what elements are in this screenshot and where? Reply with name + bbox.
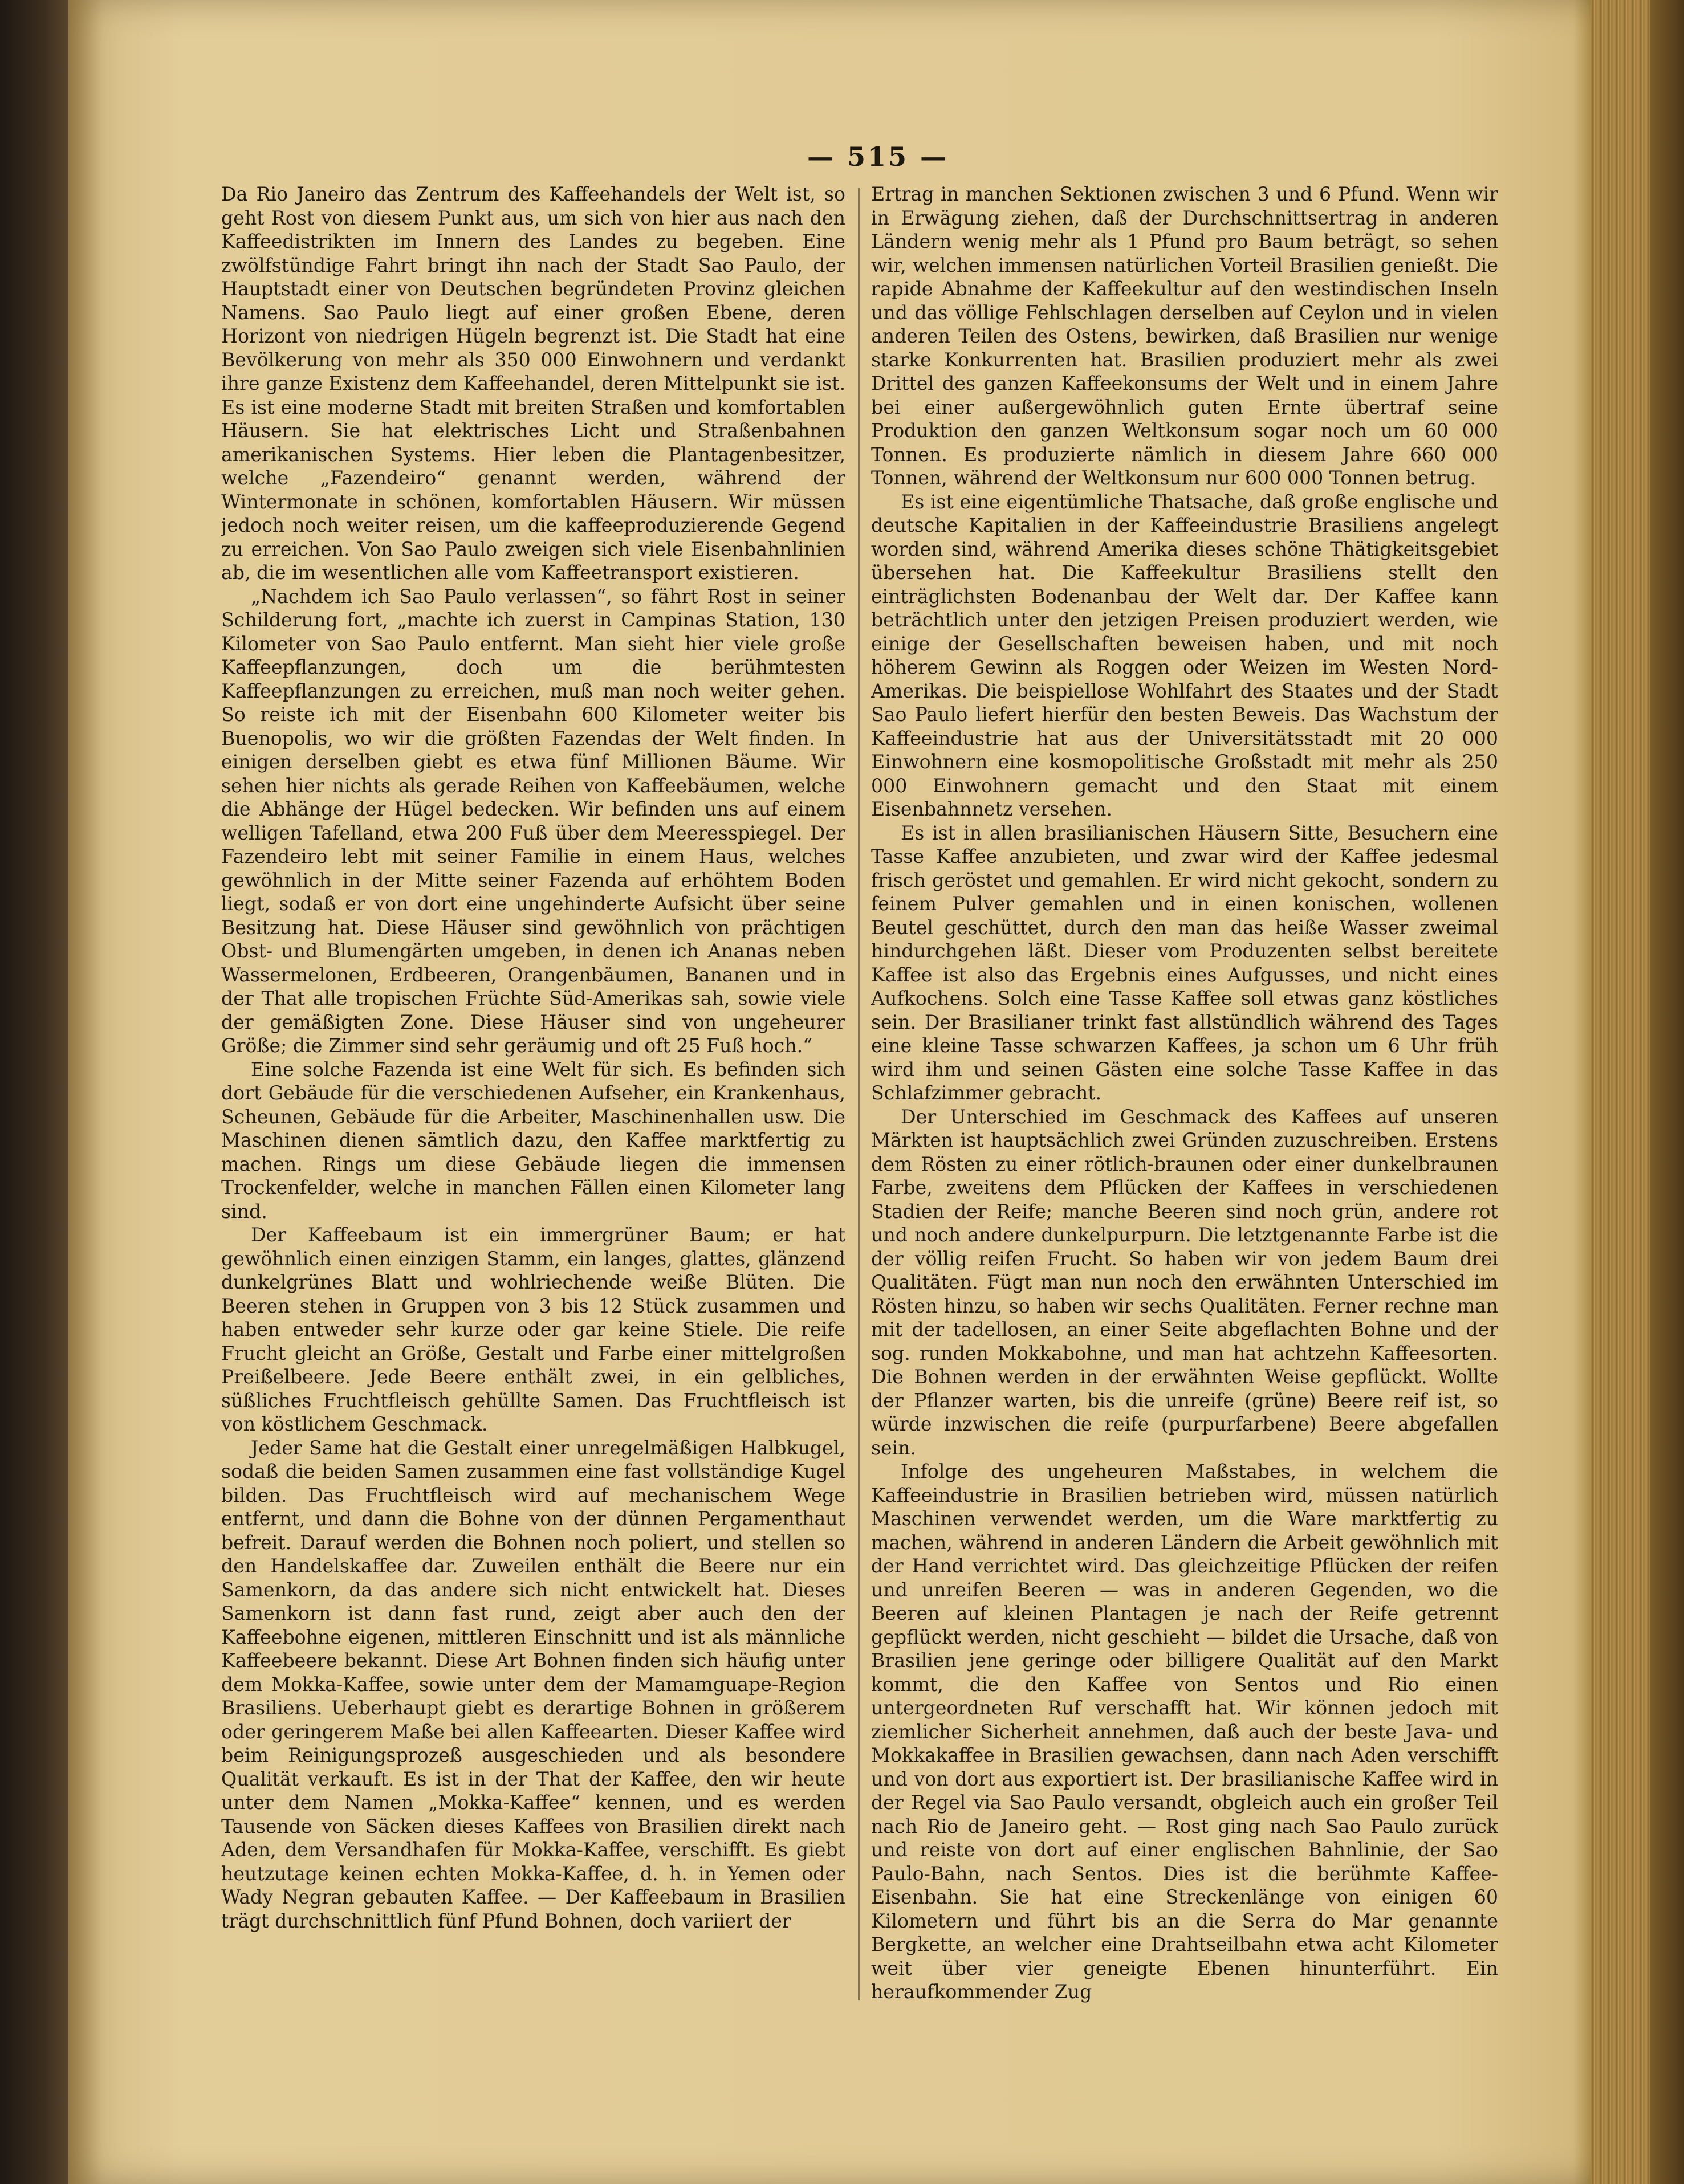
paragraph: Der Unterschied im Geschmack des Kaffees auf unseren Märkten ist hauptsächlich zwei Gründen zuzuschreiben. Erstens dem Rösten zu einer rötlich-braunen oder einer dunkelbraunen Farbe, zweitens dem Pflücken der Kaffees in verschiedenen Stadien der Reife; manche Beeren sind noch grün, andere rot und noch andere dunkelpurpurn. Die letztgenannte Farbe ist die der völlig reifen Frucht. So haben wir von jedem Baum drei Qualitäten. Fügt man nun noch den erwähnten Unterschied im Rösten hinzu, so haben wir sechs Qualitäten. Ferner rechne man mit der tadellosen, an einer Seite abgeflachten Bohne und der sog. runden Mokkabohne, und man hat achtzehn Kaffeesorten. Die Bohnen werden in der erwähnten Weise gepflückt. Wollte der Pflanzer warten, bis die unreife (grüne) Beere reif ist, so würde inzwischen die reife (purpurfarbene) Beere abgefallen sein.: [871, 1105, 1498, 1459]
right-text-column: [871, 182, 1498, 2006]
paragraph: Jeder Same hat die Gestalt einer unregelmäßigen Halbkugel, sodaß die beiden Samen zusammen eine fast vollständige Kugel bilden. Das Fruchtfleisch wird auf mechanischem Wege entfernt, und dann die Bohne von der dünnen Pergamenthaut befreit. Darauf werden die Bohnen noch poliert, und stellen so den Handelskaffee dar. Zuweilen enthält die Beere nur ein Samenkorn, da das andere sich nicht entwickelt hat. Dieses Samenkorn ist dann fast rund, zeigt aber auch den der Kaffeebohne eigenen, mittleren Einschnitt und ist als männliche Kaffeebeere bekannt. Diese Art Bohnen finden sich häufig unter dem Mokka-Kaffee, sowie unter dem der Mamamguape-Region Brasiliens. Ueberhaupt giebt es derartige Bohnen in größerem oder geringerem Maße bei allen Kaffeearten. Dieser Kaffee wird beim Reinigungsprozeß ausgeschieden und als besondere Qualität verkauft. Es ist in der That der Kaffee, den wir heute unter dem Namen „Mokka-Kaffee“ kennen, und es werden Tausende von Säcken dieses Kaffees von Brasilien direkt nach Aden, dem Versandhafen für Mokka-Kaffee, verschifft. Es giebt heutzutage keinen echten Mokka-Kaffee, d. h. in Yemen oder Wady Negran gebauten Kaffee. — Der Kaffeebaum in Brasilien trägt durchschnittlich fünf Pfund Bohnen, doch variiert der: [221, 1436, 845, 1932]
page-stack-edge: [1587, 0, 1684, 2184]
paragraph: Der Kaffeebaum ist ein immergrüner Baum; er hat gewöhnlich einen einzigen Stamm, ein langes, glattes, glänzend dunkelgrünes Blatt und wohlriechende weiße Blüten. Die Beeren stehen in Gruppen von 3 bis 12 Stück zusammen und haben entweder sehr kurze oder gar keine Stiele. Die reife Frucht gleicht an Größe, Gestalt und Farbe einer mittelgroßen Preißelbeere. Jede Beere enthält zwei, in ein gelbliches, süßliches Fruchtfleisch gehüllte Samen. Das Fruchtfleisch ist von köstlichem Geschmack.: [221, 1224, 845, 1435]
paragraph: Eine solche Fazenda ist eine Welt für sich. Es befinden sich dort Gebäude für die verschiedenen Aufseher, ein Krankenhaus, Scheunen, Gebäude für die Arbeiter, Maschinenhallen usw. Die Maschinen dienen sämtlich dazu, den Kaffee marktfertig zu machen. Rings um diese Gebäude liegen die immensen Trockenfelder, welche in manchen Fällen einen Kilometer lang sind.: [221, 1058, 845, 1223]
paragraph: Infolge des ungeheuren Maßstabes, in welchem die Kaffeeindustrie in Brasilien betrieben wird, müssen natürlich Maschinen verwendet werden, um die Ware marktfertig zu machen, während in anderen Ländern die Arbeit gewöhnlich mit der Hand verrichtet wird. Das gleichzeitige Pflücken der reifen und unreifen Beeren — was in anderen Gegenden, wo die Beeren auf kleinen Plantagen je nach der Reife getrennt gepflückt werden, nicht geschieht — bildet die Ursache, daß von Brasilien jene geringe oder billigere Qualität auf den Markt kommt, die den Kaffee von Sentos und Rio einen untergeordneten Ruf verschafft hat. Wir können jedoch mit ziemlicher Sicherheit annehmen, daß auch der beste Java- und Mokkakaffee in Brasilien gewachsen, dann nach Aden verschifft und von dort aus exportiert ist. Der brasilianische Kaffee wird in der Regel via Sao Paulo versandt, obgleich auch ein großer Teil nach Rio de Janeiro geht. — Rost ging nach Sao Paulo zurück und reiste von dort auf einer englischen Bahnlinie, der Sao Paulo-Bahn, nach Sentos. Dies ist die berühmte Kaffee-Eisenbahn. Sie hat eine Streckenlänge von einigen 60 Kilometern und führt bis an die Serra do Mar genannte Bergkette, an welcher eine Drahtseilbahn etwa acht Kilometer weit über vier geneigte Ebenen hinunterführt. Ein heraufkommender Zug: [871, 1460, 1498, 2003]
left-text-column: [221, 182, 845, 2006]
paragraph: Da Rio Janeiro das Zentrum des Kaffeehandels der Welt ist, so geht Rost von diesem Punkt aus, um sich von hier aus nach den Kaffeedistrikten im Innern des Landes zu begeben. Eine zwölfstündige Fahrt bringt ihn nach der Stadt Sao Paulo, der Hauptstadt einer von Deutschen begründeten Provinz gleichen Namens. Sao Paulo liegt auf einer großen Ebene, deren Horizont von niedrigen Hügeln begrenzt ist. Die Stadt hat eine Bevölkerung von mehr als 350 000 Einwohnern und verdankt ihre ganze Existenz dem Kaffeehandel, deren Mittelpunkt sie ist. Es ist eine moderne Stadt mit breiten Straßen und komfortablen Häusern. Sie hat elektrisches Licht und Straßenbahnen amerikanischen Systems. Hier leben die Plantagenbesitzer, welche „Fazendeiro“ genannt werden, während der Wintermonate in schönen, komfortablen Häusern. Wir müssen jedoch noch weiter reisen, um die kaffeeproduzierende Gegend zu erreichen. Von Sao Paulo zweigen sich viele Eisenbahnlinien ab, die im wesentlichen alle vom Kaffeetransport existieren.: [221, 183, 845, 584]
paragraph: Es ist eine eigentümliche Thatsache, daß große englische und deutsche Kapitalien in der Kaffeeindustrie Brasiliens angelegt worden sind, während Amerika dieses schöne Thätigkeitsgebiet übersehen hat. Die Kaffeekultur Brasiliens stellt den einträglichsten Bodenanbau der Welt dar. Der Kaffee kann beträchtlich unter den jetzigen Preisen produziert werden, wie einige der Gesellschaften beweisen haben, und mit noch höherem Gewinn als Roggen oder Weizen im Westen Nord-Amerikas. Die beispiellose Wohlfahrt des Staates und der Stadt Sao Paulo liefert hierfür den besten Beweis. Das Wachstum der Kaffeeindustrie hat aus der Universitätsstadt mit 20 000 Einwohnern eine kosmopolitische Großstadt mit mehr als 250 000 Einwohnern gemacht und den Staat mit einem Eisenbahnnetz versehen.: [871, 490, 1498, 820]
paragraph: Ertrag in manchen Sektionen zwischen 3 und 6 Pfund. Wenn wir in Erwägung ziehen, daß der Durchschnittsertrag in anderen Ländern wenig mehr als 1 Pfund pro Baum beträgt, so sehen wir, welchen immensen natürlichen Vorteil Brasilien genießt. Die rapide Abnahme der Kaffeekultur auf den westindischen Inseln und das völlige Fehlschlagen derselben auf Ceylon und in vielen anderen Teilen des Ostens, bewirken, daß Brasilien nur wenige starke Konkurrenten hat. Brasilien produziert mehr als zwei Drittel des ganzen Kaffeekonsums der Welt und in einem Jahre bei einer außergewöhnlich guten Ernte übertraf seine Produktion den ganzen Weltkonsum sogar noch um 60 000 Tonnen. Es produzierte nämlich in diesem Jahre 660 000 Tonnen, während der Weltkonsum nur 600 000 Tonnen betrug.: [871, 183, 1498, 489]
column-divider: [858, 188, 860, 2000]
page-number: — 515 —: [807, 141, 949, 172]
paragraph: Es ist in allen brasilianischen Häusern Sitte, Besuchern eine Tasse Kaffee anzubieten, und zwar wird der Kaffee jedesmal frisch geröstet und gemahlen. Er wird nicht gekocht, sondern zu feinem Pulver gemahlen und in einen konischen, wollenen Beutel geschüttet, durch den man das heiße Wasser zweimal hindurchgehen läßt. Dieser vom Produzenten selbst bereitete Kaffee ist also das Ergebnis eines Aufgusses, und nicht eines Aufkochens. Solch eine Tasse Kaffee soll etwas ganz köstliches sein. Der Brasilianer trinkt fast allstündlich während des Tages eine kleine Tasse schwarzen Kaffees, ja schon um 6 Uhr früh wird ihm und seinen Gästen eine solche Tasse Kaffee in das Schlafzimmer gebracht.: [871, 821, 1498, 1104]
paragraph: „Nachdem ich Sao Paulo verlassen“, so fährt Rost in seiner Schilderung fort, „machte ich zuerst in Campinas Station, 130 Kilometer von Sao Paulo entfernt. Man sieht hier viele große Kaffeepflanzungen, doch um die berühmtesten Kaffeepflanzungen zu erreichen, muß man noch weiter gehen. So reiste ich mit der Eisenbahn 600 Kilometer weiter bis Buenopolis, wo wir die größten Fazendas der Welt finden. In einigen derselben giebt es etwa fünf Millionen Bäume. Wir sehen hier nichts als gerade Reihen von Kaffeebäumen, welche die Abhänge der Hügel bedecken. Wir befinden uns auf einem welligen Tafelland, etwa 200 Fuß über dem Meeresspiegel. Der Fazendeiro lebt mit seiner Familie in einem Haus, welches gewöhnlich in der Mitte seiner Fazenda auf erhöhtem Boden liegt, sodaß er von dort eine ungehinderte Aufsicht über seine Besitzung hat. Diese Häuser sind gewöhnlich von prächtigen Obst- und Blumengärten umgeben, in denen ich Ananas neben Wassermelonen, Erdbeeren, Orangenbäumen, Bananen und in der That alle tropischen Früchte Süd-Amerikas sah, sowie viele der gemäßigten Zone. Diese Häuser sind von ungeheurer Größe; die Zimmer sind sehr geräumig und oft 25 Fuß hoch.“: [221, 585, 845, 1057]
